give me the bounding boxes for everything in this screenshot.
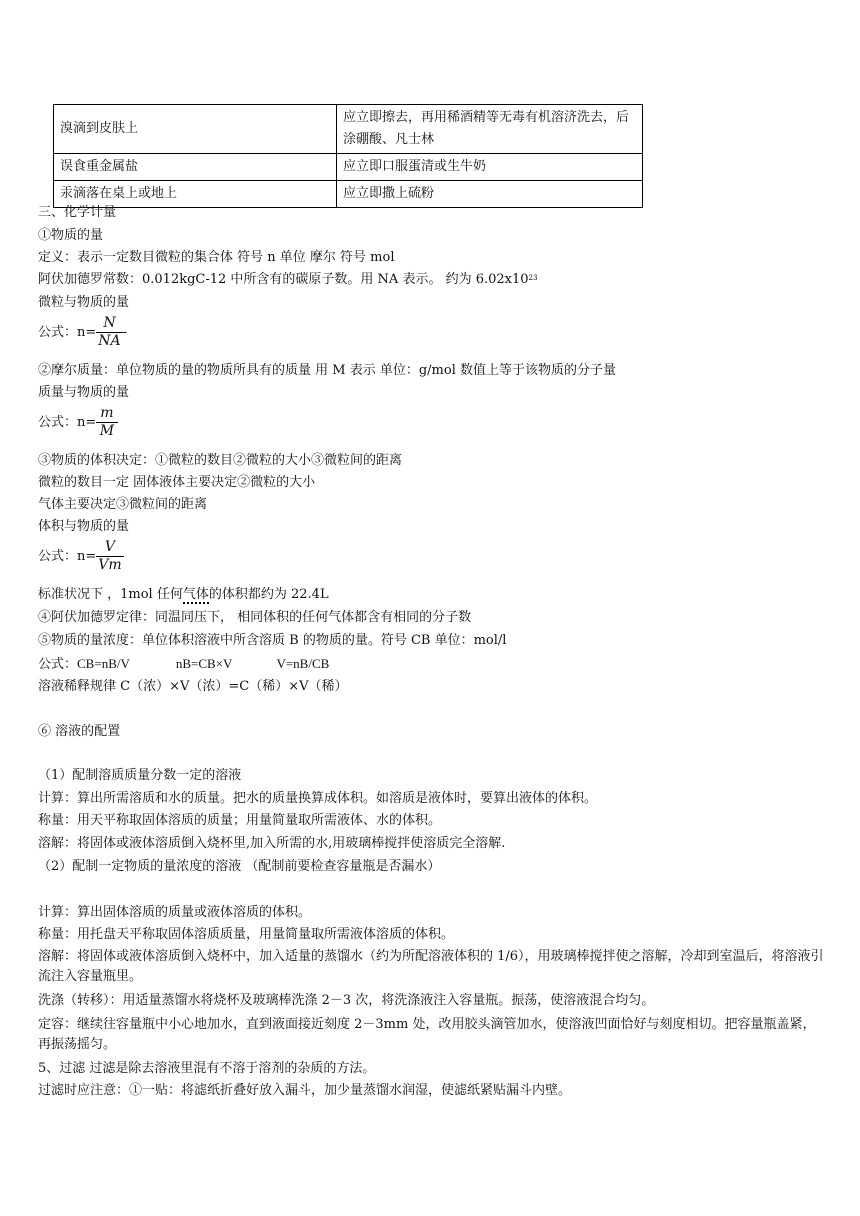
formula-prefix: 公式：n= [38, 415, 97, 430]
formula-prefix: 公式：n= [38, 325, 97, 340]
definition: 定义：表示一定数目微粒的集合体 符号 n 单位 摩尔 符号 mol [38, 250, 395, 265]
formula-prefix: 公式：n= [38, 549, 97, 564]
standard-conditions [38, 585, 329, 605]
stp-text: 的体积都约为 22.4L [208, 587, 329, 602]
stp-marked-word: 气体 [182, 587, 209, 602]
table-row [54, 154, 643, 181]
numerator: V [104, 539, 116, 555]
paragraph: 定容：继续往容量瓶中小心地加水，直到液面接近刻度 2－3mm 处，改用胶头滴管加水，使溶液凹面恰好与刻度相切。把容量瓶盖紧，再振荡摇匀。 [38, 1017, 816, 1052]
section-title: 三、化学计量 [38, 205, 117, 220]
table-cell: 误食重金属盐 [54, 154, 337, 181]
stp-text: 标准状况下 ，1mol 任何 [38, 587, 183, 602]
dilution-rule: 溶液稀释规律 C（浓）×V（浓）=C（稀）×V（稀） [38, 679, 348, 694]
subheading: 微粒与物质的量 [38, 295, 130, 310]
safety-table [53, 104, 643, 208]
formula-n-V [38, 539, 124, 574]
table-cell: 溴滴到皮肤上 [54, 105, 337, 154]
table-row [54, 181, 643, 208]
formula-n: nB=CB×V [175, 656, 233, 671]
table-row [54, 105, 643, 154]
subheading: 质量与物质的量 [38, 385, 130, 400]
fraction [96, 315, 122, 350]
paragraph: 洗涤（转移）：用适量蒸馏水将烧杯及玻璃棒洗涤 2－3 次，将洗涤液注入容量瓶。振荡，使溶液混合均匀。 [38, 993, 655, 1008]
subheading: （2）配制一定物质的量浓度的溶液 （配制前要检查容量瓶是否漏水） [38, 859, 441, 874]
section-title: ⑥ 溶液的配置 [38, 724, 121, 739]
numerator: m [100, 405, 114, 421]
numerator: N [103, 315, 116, 331]
concentration-formulas [38, 654, 329, 674]
paragraph: 称量：用天平称取固体溶质的质量；用量简量取所需液体、水的体积。 [38, 813, 442, 828]
formula-n-N [38, 315, 127, 350]
avogadro-law: ④阿伏加德罗定律：同温同压下， 相同体积的任何气体都含有相同的分子数 [38, 610, 472, 625]
volume-gas: 气体主要决定③微粒间的距离 [38, 497, 208, 512]
table-cell: 应立即擦去，再用稀酒精等无毒有机溶济洗去，后涂硼酸、凡士林 [337, 105, 643, 154]
avogadro-constant [38, 270, 537, 290]
paragraph: 溶解：将固体或液体溶质倒入烧杯中，加入适量的蒸馏水（约为所配溶液体积的 1/6），用玻璃棒搅拌使之溶解，冷却到室温后，将溶液引流注入容量瓶里。 [38, 949, 824, 984]
volume-determinants: ③物质的体积决定：①微粒的数目②微粒的大小③微粒间的距离 [38, 453, 403, 468]
paragraph: 计算：算出固体溶质的质量或液体溶质的体积。 [38, 905, 312, 920]
paragraph: 称量：用托盘天平称取固体溶质质量，用量简量取所需液体溶质的体积。 [38, 927, 455, 942]
formula-n-m [38, 405, 118, 440]
fraction [96, 539, 123, 574]
paragraph: 计算：算出所需溶质和水的质量。把水的质量换算成体积。如溶质是液体时，要算出液体的体积。 [38, 791, 598, 806]
formula-v: V=nB/CB [276, 656, 330, 671]
denominator: Vm [98, 557, 122, 573]
denominator: NA [98, 333, 121, 349]
fraction [96, 405, 117, 440]
avogadro-text: 阿伏加德罗常数：0.012kgC-12 中所含有的碳原子数。用 NA 表示。 约为 6.02x10 [38, 272, 529, 287]
section-title: 5、过滤 过滤是除去溶液里混有不溶于溶剂的杂质的方法。 [38, 1061, 376, 1076]
subheading: 体积与物质的量 [38, 519, 130, 534]
table-cell: 应立即口服蛋清或生牛奶 [337, 154, 643, 181]
exponent: 23 [528, 274, 538, 282]
molar-mass: ②摩尔质量：单位物质的量的物质所具有的质量 用 M 表示 单位：g/mol 数值上等于该物质的分子量 [38, 363, 616, 378]
subheading: ①物质的量 [38, 228, 104, 243]
denominator: M [96, 422, 117, 440]
formula-prefix: 公式： [38, 656, 78, 671]
paragraph: 溶解：将固体或液体溶质倒入烧杯里,加入所需的水,用玻璃棒搅拌使溶质完全溶解. [38, 836, 506, 851]
concentration: ⑤物质的量浓度：单位体积溶液中所含溶质 B 的物质的量。符号 CB 单位：mol/l [38, 633, 507, 648]
volume-solid: 微粒的数目一定 固体液体主要决定②微粒的大小 [38, 475, 316, 490]
paragraph: 过滤时应注意：①一贴：将滤纸折叠好放入漏斗，加少量蒸馏水润湿，使滤纸紧贴漏斗内壁。 [38, 1083, 572, 1098]
subheading: （1）配制溶质质量分数一定的溶液 [38, 768, 242, 783]
table-cell: 汞滴落在桌上或地上 [54, 181, 337, 208]
formula-c: CB=nB/V [77, 656, 130, 671]
formula-tail: - [122, 325, 128, 340]
table-cell: 应立即撒上硫粉 [337, 181, 643, 208]
